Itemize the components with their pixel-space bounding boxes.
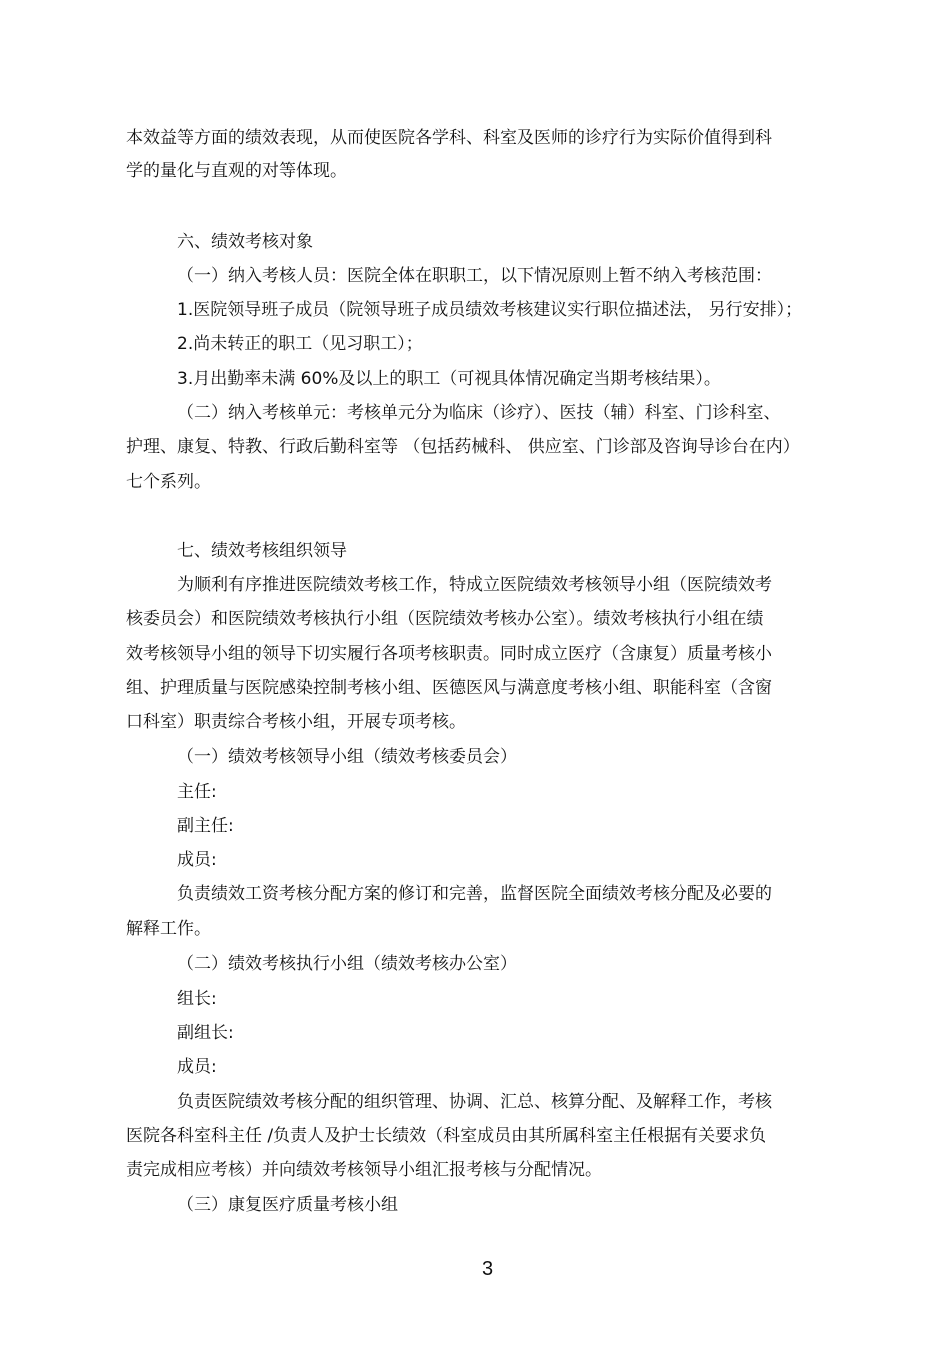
text-line: 学的量化与直观的对等体现。 <box>126 161 347 181</box>
subsection-heading: （三）康复医疗质量考核小组 <box>177 1195 398 1215</box>
role-label: 主任: <box>177 782 217 802</box>
text-line: 核委员会）和医院绩效考核执行小组（医院绩效考核办公室）。绩效考核执行小组在绩 <box>126 609 764 629</box>
section-heading: 七、绩效考核组织领导 <box>177 541 347 561</box>
role-label: 副组长: <box>177 1023 234 1043</box>
text-line: 责完成相应考核）并向绩效考核领导小组汇报考核与分配情况。 <box>126 1160 602 1180</box>
role-label: 副主任: <box>177 816 234 836</box>
text-line: （二）纳入考核单元：考核单元分为临床（诊疗）、医技（辅）科室、门诊科室、 <box>177 403 781 423</box>
text-line: 解释工作。 <box>126 919 211 939</box>
text-line: 组、护理质量与医院感染控制考核小组、医德医风与满意度考核小组、职能科室（含窗 <box>126 678 772 698</box>
subsection-heading: （二）绩效考核执行小组（绩效考核办公室） <box>177 954 517 974</box>
text-line: 为顺利有序推进医院绩效考核工作，特成立医院绩效考核领导小组（医院绩效考 <box>177 575 772 595</box>
text-line: 口科室）职责综合考核小组，开展专项考核。 <box>126 712 466 732</box>
text-line: 负责医院绩效考核分配的组织管理、协调、汇总、核算分配、及解释工作，考核 <box>177 1092 772 1112</box>
role-label: 组长: <box>177 989 217 1009</box>
list-item: 1.医院领导班子成员（院领导班子成员绩效考核建议实行职位描述法， 另行安排）； <box>177 300 803 320</box>
text-line: 本效益等方面的绩效表现，从而使医院各学科、科室及医师的诊疗行为实际价值得到科 <box>126 128 772 148</box>
list-item: 3.月出勤率未满 60%及以上的职工（可视具体情况确定当期考核结果）。 <box>177 369 721 389</box>
role-label: 成员: <box>177 1057 217 1077</box>
subsection-heading: （一）绩效考核领导小组（绩效考核委员会） <box>177 747 517 767</box>
text-line: 医院各科室科主任 /负责人及护士长绩效（科室成员由其所属科室主任根据有关要求负 <box>126 1126 767 1146</box>
list-item: 2.尚未转正的职工（见习职工）； <box>177 334 423 354</box>
page-number: 3 <box>481 1258 494 1280</box>
section-heading: 六、绩效考核对象 <box>177 232 313 252</box>
text-line: （一）纳入考核人员：医院全体在职职工，以下情况原则上暂不纳入考核范围： <box>177 266 772 286</box>
role-label: 成员: <box>177 850 217 870</box>
text-line: 护理、康复、特教、行政后勤科室等 （包括药械科、 供应室、门诊部及咨询导诊台在内） <box>126 437 800 457</box>
text-line: 负责绩效工资考核分配方案的修订和完善，监督医院全面绩效考核分配及必要的 <box>177 884 772 904</box>
text-line: 七个系列。 <box>126 472 211 492</box>
text-line: 效考核领导小组的领导下切实履行各项考核职责。同时成立医疗（含康复）质量考核小 <box>126 644 772 664</box>
